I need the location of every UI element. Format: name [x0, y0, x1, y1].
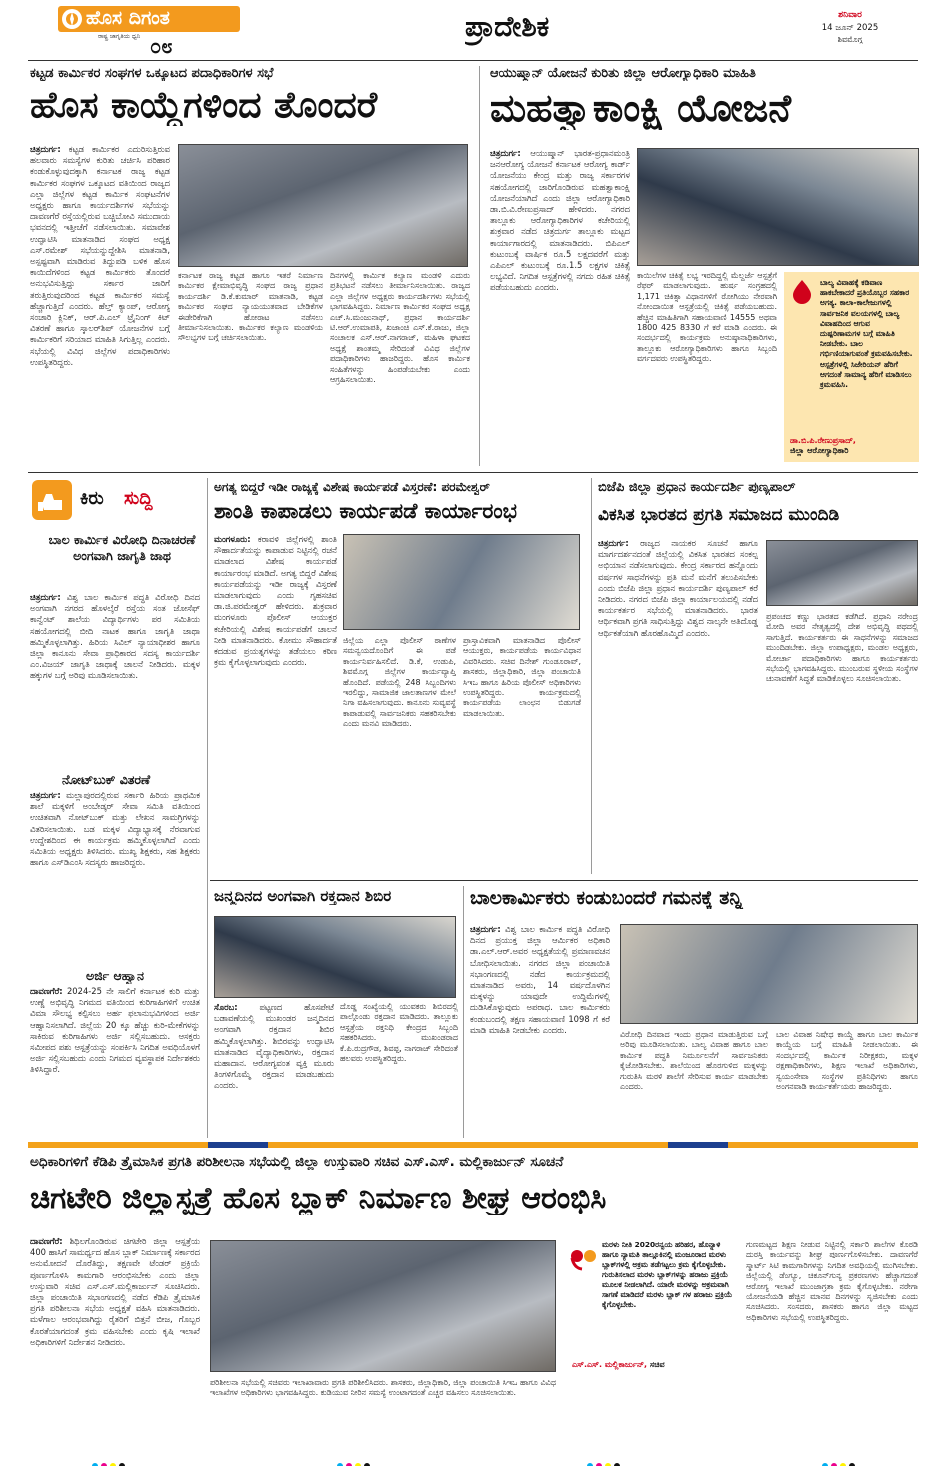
color-divider	[28, 1142, 918, 1148]
city: ಶಿವಮೊಗ್ಗ	[837, 35, 863, 44]
kirusuddi-item3-head: ಅರ್ಜಿ ಆಹ್ವಾನ	[86, 968, 144, 983]
story2-quote: ಬಾಲ್ಯ ವಿವಾಹಕ್ಕೆ ಕಡಿವಾಣ ಹಾಕಬೇಕಾದರೆ ಪ್ರತಿಯೊಬ್ಬರ ಸಹಕಾರ ಅಗತ್ಯ. ಕಾಲಾ-ಕಾಲೇಜುಗಳಲ್ಲಿ ಸಾರ್ವಜನಿಕ ವಲಯಗಳಲ್ಲಿ ಬಾಲ್ಯ ವಿವಾಹದಿಂದ ಆಗುವ ದುಷ್ಪರಿಣಾಮಗಳ ಬಗ್ಗೆ ಮಾಹಿತಿ ನೀಡಬೇಕು. ಬಾಲ ಗರ್ಭಿಣಿಯಾಗುವಂತೆ ಕ್ರಮವಹಿಸಬೇಕು. ಆಸ್ಪತ್ರೆಗಳಲ್ಲಿ ಸಿಜೇರಿಯನ್ ಹೆರಿಗೆ ಆಗದಂತೆ ಸಾಮಾನ್ಯ ಹೆರಿಗೆ ಮಾಡಿಸಲು ಕ್ರಮವಹಿಸಿ.	[820, 278, 913, 390]
story6-col2: ವಿರೋಧಿ ದಿನವಾದ ಇಂದು ಪ್ರಧಾನ ಮಾಡುತ್ತಿರುವ ಬಗ್ಗೆ ಅರಿವು ಮೂಡಿಸಲಾಯಿತು. ಬಾಲ್ಯ ವಿವಾಹ ಹಾಗೂ ಬಾಲ ಕಾರ್ಮಿಕ ಪದ್ಧತಿ ನಿರ್ಮೂಲನೆಗೆ ಸಾರ್ವಜನಿಕರು ಕೈಜೋಡಿಸಬೇಕು. ಶಾಲೆಯಿಂದ ಹೊರಗುಳಿದ ಮಕ್ಕಳನ್ನು ಗುರುತಿಸಿ ಮರಳಿ ಶಾಲೆಗೆ ಸೇರಿಸುವ ಕಾರ್ಯ ಮಾಡಬೇಕು ಎಂದರು.	[620, 1030, 768, 1092]
story7-caption: ಪರಿಶೀಲನಾ ಸಭೆಯಲ್ಲಿ ಸಚಿವರು ಇಲಾಖಾವಾರು ಪ್ರಗತಿ ಪರಿಶೀಲಿಸಿದರು. ಶಾಸಕರು, ಜಿಲ್ಲಾಧಿಕಾರಿ, ಜಿಲ್ಲಾ ಪಂಚಾಯಿತಿ ಸಿಇಒ ಹಾಗೂ ವಿವಿಧ ಇಲಾಖೆಗಳ ಅಧಿಕಾರಿಗಳು ಭಾಗವಹಿಸಿದ್ದರು. ಕುಡಿಯುವ ನೀರಿನ ಸಮಸ್ಯೆ ಉಂಟಾಗದಂತೆ ಎಚ್ಚರ ವಹಿಸಲು ಸೂಚಿಸಲಾಯಿತು.	[210, 1378, 556, 1398]
story6-photo	[620, 924, 918, 1024]
logo-icon	[62, 9, 82, 29]
quote-icon	[789, 278, 815, 304]
story2-quote-role: ಜಿಲ್ಲಾ ಆರೋಗ್ಯಾಧಿಕಾರಿ	[790, 446, 849, 455]
story2-dateline: ಚಿತ್ರದುರ್ಗ:	[490, 148, 521, 158]
story7-body: ದಾವಣಗೆರೆ: ಶಿಥಿಲಗೊಂಡಿರುವ ಚಿಗಟೇರಿ ಜಿಲ್ಲಾ ಆಸ್ಪತ್ರೆಯ 400 ಹಾಸಿಗೆ ಸಾಮರ್ಥ್ಯದ ಹೊಸ ಬ್ಲಾಕ್ ನಿರ್ಮಾಣಕ್ಕೆ ಸರ್ಕಾರದ ಅನುಮೋದನೆ ದೊರೆತಿದ್ದು, ತಕ್ಷಣವೇ ಟೆಂಡರ್ ಪ್ರಕ್ರಿಯೆ ಪೂರ್ಣಗೊಳಿಸಿ ಕಾಮಗಾರಿ ಆರಂಭಿಸಬೇಕು ಎಂದು ಜಿಲ್ಲಾ ಉಸ್ತುವಾರಿ ಸಚಿವ ಎಸ್.ಎಸ್.ಮಲ್ಲಿಕಾರ್ಜುನ್ ಸೂಚಿಸಿದರು. ಜಿಲ್ಲಾ ಪಂಚಾಯಿತಿ ಸಭಾಂಗಣದಲ್ಲಿ ನಡೆದ ಕೆಡಿಪಿ ತ್ರೈಮಾಸಿಕ ಪ್ರಗತಿ ಪರಿಶೀಲನಾ ಸಭೆಯ ಅಧ್ಯಕ್ಷತೆ ವಹಿಸಿ ಮಾತನಾಡಿದರು. ಮಳೆಗಾಲ ಆರಂಭವಾಗಿದ್ದು ರೈತರಿಗೆ ಬಿತ್ತನೆ ಬೀಜ, ಗೊಬ್ಬರ ಕೊರತೆಯಾಗದಂತೆ ಕ್ರಮ ವಹಿಸಬೇಕು ಎಂದು ಕೃಷಿ ಇಲಾಖೆ ಅಧಿಕಾರಿಗಳಿಗೆ ನಿರ್ದೇಶನ ನೀಡಿದರು.	[30, 1236, 200, 1347]
story3-col2: ಜಿಲ್ಲೆಯ ಎಲ್ಲಾ ಪೊಲೀಸ್ ಠಾಣೆಗಳ ಸಮನ್ವಯದೊಂದಿಗೆ ಈ ಪಡೆ ಕಾರ್ಯನಿರ್ವಹಿಸಲಿದೆ. ಡಿ.ಕೆ, ಉಡುಪಿ, ಶಿವಮೊಗ್ಗ ಜಿಲ್ಲೆಗಳ ಕಾರ್ಯವ್ಯಾಪ್ತಿ ಹೊಂದಿದೆ. ಪಡೆಯಲ್ಲಿ 248 ಸಿಬ್ಬಂದಿಗಳು ಇರಲಿದ್ದು, ಸಾಮಾಜಿಕ ಜಾಲತಾಣಗಳ ಮೇಲೆ ನಿಗಾ ವಹಿಸಲಾಗುವುದು. ಕಾನೂನು ಸುವ್ಯವಸ್ಥೆ ಕಾಪಾಡುವಲ್ಲಿ ಸಾರ್ವಜನಿಕರು ಸಹಕರಿಸಬೇಕು ಎಂದು ಮನವಿ ಮಾಡಿದರು.	[343, 636, 456, 729]
story2-quote-box	[784, 272, 919, 462]
story5-headline: ಜನ್ಮದಿನದ ಅಂಗವಾಗಿ ರಕ್ತದಾನ ಶಿಬಿರ	[214, 888, 392, 905]
story1-col-right: ದಿನಗಳಲ್ಲಿ ಕಾರ್ಮಿಕ ಕಲ್ಯಾಣ ಮಂಡಳಿ ಎದುರು ಪ್ರತಿಭಟನೆ ನಡೆಸಲು ತೀರ್ಮಾನಿಸಲಾಯಿತು. ರಾಜ್ಯದ ಎಲ್ಲಾ ಜಿಲ್ಲೆಗಳ ಅಧ್ಯಕ್ಷರು ಕಾರ್ಯದರ್ಶಿಗಳು ಸಭೆಯಲ್ಲಿ ಭಾಗವಹಿಸಿದ್ದರು. ನಿರ್ಮಾಣ ಕಾರ್ಮಿಕರ ಸಂಘದ ಅಧ್ಯಕ್ಷ ಎಚ್.ಸಿ.ಮಂಜುನಾಥ್, ಪ್ರಧಾನ ಕಾರ್ಯದರ್ಶಿ ಟಿ.ಆರ್.ಉಮಾಪತಿ, ಖಜಾಂಚಿ ಎಸ್.ಕೆ.ರಾಜು, ಜಿಲ್ಲಾ ಸಂಚಾಲಕ ಎಸ್.ಆರ್.ನಾಗರಾಜ್, ಮಹಿಳಾ ಘಟಕದ ಅಧ್ಯಕ್ಷೆ ಶಾಂತಮ್ಮ ಸೇರಿದಂತೆ ವಿವಿಧ ಜಿಲ್ಲೆಗಳ ಪದಾಧಿಕಾರಿಗಳು ಹಾಜರಿದ್ದರು. ಹೊಸ ಕಾರ್ಮಿಕ ಸಂಹಿತೆಗಳನ್ನು ಹಿಂಪಡೆಯಬೇಕು ಎಂದು ಆಗ್ರಹಿಸಲಾಯಿತು.	[330, 271, 470, 385]
story4-kicker: ಬಿಜೆಪಿ ಜಿಲ್ಲಾ ಪ್ರಧಾನ ಕಾರ್ಯದರ್ಶಿ ಪುಣ್ಯಪಾಲ್	[598, 480, 796, 495]
story1-caption: ಕರ್ನಾಟಕ ರಾಜ್ಯ ಕಟ್ಟಡ ಹಾಗೂ ಇತರೆ ನಿರ್ಮಾಣ ಕಾರ್ಮಿಕರ ಕ್ಷೇಮಾಭಿವೃದ್ಧಿ ಸಂಘದ ರಾಜ್ಯ ಪ್ರಧಾನ ಕಾರ್ಯದರ್ಶಿ ಡಿ.ಕೆ.ಕುಮಾರ್ ಮಾತನಾಡಿ, ಕಟ್ಟಡ ಕಾರ್ಮಿಕರ ಸಂಘದ ನ್ಯಾಯಯುತವಾದ ಬೇಡಿಕೆಗಳ ಈಡೇರಿಕೆಗಾಗಿ ಹೋರಾಟ ನಡೆಸಲು ತೀರ್ಮಾನಿಸಲಾಯಿತು. ಕಾರ್ಮಿಕರ ಕಲ್ಯಾಣ ಮಂಡಳಿಯ ಸೌಲಭ್ಯಗಳ ಬಗ್ಗೆ ಚರ್ಚಿಸಲಾಯಿತು.	[178, 271, 323, 343]
story2-col1: ಆಯುಷ್ಮಾನ್ ಭಾರತ-ಪ್ರಧಾನಮಂತ್ರಿ ಜನಆರೋಗ್ಯ ಯೋಜನೆ ಕರ್ನಾಟಕ ಆರೋಗ್ಯ ಕಾರ್ಡ್ ಯೋಜನೆಯು ಕೇಂದ್ರ ಮತ್ತು ರಾಜ್ಯ ಸರ್ಕಾರಗಳ ಸಹಯೋಗದಲ್ಲಿ ಜಾರಿಗೊಂಡಿರುವ ಮಹತ್ವಾಕಾಂಕ್ಷಿ ಯೋಜನೆಯಾಗಿದೆ ಎಂದು ಜಿಲ್ಲಾ ಆರೋಗ್ಯಾಧಿಕಾರಿ ಡಾ.ಬಿ.ವಿ.ರೇಣುಪ್ರಸಾದ್ ಹೇಳಿದರು. ನಗರದ ತಾಲ್ಲೂಕು ಆರೋಗ್ಯಾಧಿಕಾರಿಗಳ ಕಚೇರಿಯಲ್ಲಿ ಶುಕ್ರವಾರ ನಡೆದ ಚಿತ್ರದುರ್ಗ ತಾಲ್ಲೂಕು ಮಟ್ಟದ ಕಾರ್ಯಾಗಾರದಲ್ಲಿ ಮಾತನಾಡಿದರು. ಬಿಪಿಎಲ್ ಕುಟುಂಬಕ್ಕೆ ವಾರ್ಷಿಕ ರೂ.5 ಲಕ್ಷದವರೆಗೆ ಮತ್ತು ಎಪಿಎಲ್ ಕುಟುಂಬಕ್ಕೆ ರೂ.1.5 ಲಕ್ಷಗಳ ಚಿಕಿತ್ಸೆ ಲಭ್ಯವಿದೆ. ನಿಗದಿತ ಆಸ್ಪತ್ರೆಗಳಲ್ಲಿ ನಗದು ರಹಿತ ಚಿಕಿತ್ಸೆ ಪಡೆಯಬಹುದು ಎಂದರು.	[490, 148, 630, 293]
masthead-rule	[28, 60, 918, 61]
story3-body: ಮಂಗಳೂರು: ಕರಾವಳಿ ಜಿಲ್ಲೆಗಳಲ್ಲಿ ಶಾಂತಿ ಸೌಹಾರ್ದತೆಯನ್ನು ಕಾಪಾಡುವ ನಿಟ್ಟಿನಲ್ಲಿ ರಚನೆ ಮಾಡಲಾದ ವಿಶೇಷ ಕಾರ್ಯಪಡೆ ಕಾರ್ಯಾರಂಭ ಮಾಡಿದೆ. ಅಗತ್ಯ ಬಿದ್ದರೆ ವಿಶೇಷ ಕಾರ್ಯಪಡೆಯನ್ನು ಇಡೀ ರಾಜ್ಯಕ್ಕೆ ವಿಸ್ತರಣೆ ಮಾಡಲಾಗುವುದು ಎಂದು ಗೃಹಸಚಿವ ಡಾ.ಜಿ.ಪರಮೇಶ್ವರ್ ಹೇಳಿದರು. ಶುಕ್ರವಾರ ಮಂಗಳೂರು ಪೊಲೀಸ್ ಆಯುಕ್ತರ ಕಚೇರಿಯಲ್ಲಿ ವಿಶೇಷ ಕಾರ್ಯಪಡೆಗೆ ಚಾಲನೆ ನೀಡಿ ಮಾತನಾಡಿದರು. ಕೋಮು ಸೌಹಾರ್ದತೆ ಕದಡುವ ಪ್ರಯತ್ನಗಳನ್ನು ತಡೆಯಲು ಕಠಿಣ ಕ್ರಮ ಕೈಗೊಳ್ಳಲಾಗುವುದು ಎಂದರು.	[214, 534, 337, 668]
story3-headline: ಶಾಂತಿ ಕಾಪಾಡಲು ಕಾರ್ಯಪಡೆ ಕಾರ್ಯಾರಂಭ	[214, 500, 517, 523]
story4-headline: ವಿಕಸಿತ ಭಾರತದ ಪ್ರಗತಿ ಸಮಾಜದ ಮುಂದಿಡಿ	[598, 506, 840, 525]
kirusuddi-item1: ಚಿತ್ರದುರ್ಗ: ವಿಶ್ವ ಬಾಲ ಕಾರ್ಮಿಕ ಪದ್ಧತಿ ವಿರೋಧಿ ದಿನದ ಅಂಗವಾಗಿ ನಗರದ ಹೊಳಲ್ಕೆರೆ ರಸ್ತೆಯ ಸಂತ ಜೋಸೆಫ್ ಕಾನ್ವೆಂಟ್ ಶಾಲೆಯ ವಿದ್ಯಾರ್ಥಿಗಳು ಪರ ಸಮಿತಿಯ ಸಹಯೋಗದಲ್ಲಿ ಬೀದಿ ನಾಟಕ ಹಾಗೂ ಜಾಗೃತಿ ಜಾಥಾ ಹಮ್ಮಿಕೊಳ್ಳಲಾಗಿತ್ತು. ಹಿರಿಯ ಸಿವಿಲ್ ನ್ಯಾಯಾಧೀಶರ ಹಾಗೂ ಜಿಲ್ಲಾ ಕಾನೂನು ಸೇವಾ ಪ್ರಾಧಿಕಾರದ ಸದಸ್ಯ ಕಾರ್ಯದರ್ಶಿ ಎಂ.ವಿಜಯ್ ಜಾಗೃತಿ ಜಾಥಾಕ್ಕೆ ಚಾಲನೆ ನೀಡಿದರು. ಮಕ್ಕಳ ಹಕ್ಕುಗಳ ಬಗ್ಗೆ ಅರಿವು ಮೂಡಿಸಲಾಯಿತು.	[30, 592, 200, 681]
story7-col-right: ಗುಣಮಟ್ಟದ ಶಿಕ್ಷಣ ನೀಡುವ ನಿಟ್ಟಿನಲ್ಲಿ ಸರ್ಕಾರಿ ಶಾಲೆಗಳ ಕೊಠಡಿ ದುರಸ್ತಿ ಕಾರ್ಯವನ್ನು ಶೀಘ್ರ ಪೂರ್ಣಗೊಳಿಸಬೇಕು. ದಾವಣಗೆರೆ ಸ್ಮಾರ್ಟ್ ಸಿಟಿ ಕಾಮಗಾರಿಗಳನ್ನು ನಿಗದಿತ ಅವಧಿಯಲ್ಲಿ ಮುಗಿಸಬೇಕು. ಜಿಲ್ಲೆಯಲ್ಲಿ ಡೆಂಗ್ಯೂ, ಚಿಕೂನ್‌ಗುನ್ಯ ಪ್ರಕರಣಗಳು ಹೆಚ್ಚಾಗದಂತೆ ಆರೋಗ್ಯ ಇಲಾಖೆ ಮುಂಜಾಗ್ರತಾ ಕ್ರಮ ಕೈಗೊಳ್ಳಬೇಕು. ನರೇಗಾ ಯೋಜನೆಯಡಿ ಹೆಚ್ಚಿನ ಮಾನವ ದಿನಗಳನ್ನು ಸೃಜಿಸಬೇಕು ಎಂದು ಸೂಚಿಸಿದರು. ಸಂಸದರು, ಶಾಸಕರು ಹಾಗೂ ಜಿಲ್ಲಾ ಮಟ್ಟದ ಅಧಿಕಾರಿಗಳು ಸಭೆಯಲ್ಲಿ ಉಪಸ್ಥಿತರಿದ್ದರು.	[746, 1240, 918, 1322]
story7-headline: ಚಿಗಟೇರಿ ಜಿಲ್ಲಾಸ್ಪತ್ರೆ ಹೊಸ ಬ್ಲಾಕ್ ನಿರ್ಮಾಣ ಶೀಘ್ರ ಆರಂಭಿಸಿ	[30, 1182, 607, 1215]
story7-quote-author: ಎಸ್.ಎಸ್. ಮಲ್ಲಿಕಾರ್ಜುನ್,	[572, 1360, 648, 1369]
story2-quote-author: ಡಾ.ಬಿ.ಪಿ.ರೇಣುಪ್ರಸಾದ್,	[790, 436, 856, 445]
kirusuddi-item2: ಚಿತ್ರದುರ್ಗ: ಮಲ್ಲಾಪುರದಲ್ಲಿರುವ ಸರ್ಕಾರಿ ಹಿರಿಯ ಪ್ರಾಥಮಿಕ ಶಾಲೆ ಮಕ್ಕಳಿಗೆ ಅಂಬೇಡ್ಕರ್ ಸೇವಾ ಸಮಿತಿ ವತಿಯಿಂದ ಉಚಿತವಾಗಿ ನೋಟ್‌ಬುಕ್ ಮತ್ತು ಲೇಖನ ಸಾಮಗ್ರಿಗಳನ್ನು ವಿತರಿಸಲಾಯಿತು. ಬಡ ಮಕ್ಕಳ ವಿದ್ಯಾಭ್ಯಾಸಕ್ಕೆ ನೆರವಾಗುವ ಉದ್ದೇಶದಿಂದ ಈ ಕಾರ್ಯಕ್ರಮ ಹಮ್ಮಿಕೊಳ್ಳಲಾಗಿದೆ ಎಂದು ಸಮಿತಿಯ ಅಧ್ಯಕ್ಷರು ತಿಳಿಸಿದರು. ಮುಖ್ಯ ಶಿಕ್ಷಕರು, ಸಹ ಶಿಕ್ಷಕರು ಹಾಗೂ ಎಸ್‌ಡಿಎಂಸಿ ಸದಸ್ಯರು ಹಾಜರಿದ್ದರು.	[30, 790, 200, 868]
print-registration-marks	[90, 1456, 860, 1466]
section-rule-1	[28, 472, 918, 473]
kirusuddi-icon	[32, 480, 72, 520]
story1-headline: ಹೊಸ ಕಾಯ್ದೆಗಳಿಂದ ತೊಂದರೆ	[30, 86, 378, 126]
story5-col2: ದೊಡ್ಡ ಸಂಖ್ಯೆಯಲ್ಲಿ ಯುವಕರು ಶಿಬಿರದಲ್ಲಿ ಪಾಲ್ಗೊಂಡು ರಕ್ತದಾನ ಮಾಡಿದರು. ತಾಲ್ಲೂಕು ಆಸ್ಪತ್ರೆಯ ರಕ್ತನಿಧಿ ಕೇಂದ್ರದ ಸಿಬ್ಬಂದಿ ಸಹಕರಿಸಿದರು. ಮುಖಂಡರಾದ ಕೆ.ಪಿ.ರುದ್ರಗೌಡ, ಶಿವಪ್ಪ, ನಾಗರಾಜ್ ಸೇರಿದಂತೆ ಹಲವರು ಉಪಸ್ಥಿತರಿದ್ದರು.	[340, 1002, 458, 1064]
story3-photo	[343, 534, 580, 630]
story7-quote: ಮರಳು ನೀತಿ 2020ರನ್ವಯ ಹರಿಹರ, ಹೊನ್ನಾಳಿ ಹಾಗೂ ನ್ಯಾಮತಿ ತಾಲ್ಲೂಕಿನಲ್ಲಿ ಮಂಜೂರಾದ ಮರಳು ಬ್ಲಾಕ್‌ಗಳಲ್ಲಿ ಅಕ್ರಮ ತಡೆಗಟ್ಟಲು ಕ್ರಮ ಕೈಗೊಳ್ಳಬೇಕು. ಗುರುತಿಸಲಾದ ಮರಳು ಬ್ಲಾಕ್‌ಗಳನ್ನು ಹರಾಜು ಪ್ರಕ್ರಿಯೆ ಮೂಲಕ ನೀಡಲಾಗಿದೆ. ಯಾರೇ ಮರಳನ್ನು ಅಕ್ರಮವಾಗಿ ಸಾಗಣೆ ಮಾಡಿದರೆ ಮರಳು ಬ್ಲಾಕ್ ಗಳ ಹರಾಜು ಪ್ರಕ್ರಿಯೆ ಕೈಗೊಳ್ಳಬೇಕು.	[602, 1240, 733, 1309]
column-divider	[463, 886, 464, 1138]
column-divider	[479, 66, 480, 466]
story7-photo	[210, 1240, 556, 1372]
story4-col2: ಪ್ರಪಂಚದ ಕಣ್ಣು ಭಾರತದ ಕಡೆಗಿದೆ. ಪ್ರಧಾನಿ ನರೇಂದ್ರ ಮೋದಿ ಅವರ ನೇತೃತ್ವದಲ್ಲಿ ದೇಶ ಅಭಿವೃದ್ಧಿ ಪಥದಲ್ಲಿ ಸಾಗುತ್ತಿದೆ. ಕಾರ್ಯಕರ್ತರು ಈ ಸಾಧನೆಗಳನ್ನು ಸಮಾಜದ ಮುಂದಿಡಬೇಕು. ಜಿಲ್ಲಾ ಉಪಾಧ್ಯಕ್ಷರು, ಮಂಡಲ ಅಧ್ಯಕ್ಷರು, ಮೋರ್ಚಾ ಪದಾಧಿಕಾರಿಗಳು ಹಾಗೂ ಕಾರ್ಯಕರ್ತರು ಸಭೆಯಲ್ಲಿ ಭಾಗವಹಿಸಿದ್ದರು. ಮುಂಬರುವ ಸ್ಥಳೀಯ ಸಂಸ್ಥೆಗಳ ಚುನಾವಣೆಗೆ ಸಿದ್ಧತೆ ಮಾಡಿಕೊಳ್ಳಲು ಸೂಚಿಸಲಾಯಿತು.	[766, 612, 918, 684]
tagline: ರಾಷ್ಟ್ರ ಜಾಗೃತಿಯ ಧ್ವನಿ	[98, 33, 141, 40]
story1-col1: ಕಟ್ಟಡ ಕಾರ್ಮಿಕರ ಎದುರಿಸುತ್ತಿರುವ ಹಲವಾರು ಸಮಸ್ಯೆಗಳ ಕುರಿತು ಚರ್ಚಿಸಿ ಪರಿಹಾರ ಕಂಡುಕೊಳ್ಳುವುದಕ್ಕಾಗಿ ಕರ್ನಾಟಕ ರಾಜ್ಯ ಕಟ್ಟಡ ಕಾರ್ಮಿಕರ ಸಂಘಗಳ ಒಕ್ಕೂಟದ ವತಿಯಿಂದ ರಾಜ್ಯದ ಎಲ್ಲಾ ಜಿಲ್ಲೆಗಳ ಕಟ್ಟಡ ಕಾರ್ಮಿಕ ಸಂಘಟನೆಗಳ ಅಧ್ಯಕ್ಷರು ಹಾಗೂ ಕಾರ್ಯದರ್ಶಿಗಳ ಸಭೆಯನ್ನು ದಾವಣಗೆರೆ ರಸ್ತೆಯಲ್ಲಿರುವ ಬಚ್ಚಿಬೋವಿ ಸಮುದಾಯ ಭವನದಲ್ಲಿ ಇತ್ತೀಚೆಗೆ ನಡೆಸಲಾಯಿತು. ಸಮಾವೇಶ ಉದ್ಘಾಟಿಸಿ ಮಾತನಾಡಿದ ಸಂಘದ ಅಧ್ಯಕ್ಷ ಎಸ್.ರಮೇಶ್ ಸಭೆಯನ್ನುದ್ದೇಶಿಸಿ ಮಾತನಾಡಿ, ಅಸ್ಪಷ್ಟವಾಗಿ ಮಾಡಿರುವ ತಿದ್ದುಪಡಿ ಬಳಿಕ ಹೊಸ ಕಾಯಿದೆಗಳಿಂದ ಕಟ್ಟಡ ಕಾರ್ಮಿಕರು ತೊಂದರೆ ಅನುಭವಿಸುತ್ತಿದ್ದು ಸರ್ಕಾರ ಜಾರಿಗೆ ತರುತ್ತಿರುವುದರಿಂದ ಕಟ್ಟಡ ಕಾರ್ಮಿಕರ ಸಮಸ್ಯೆ ಹೆಚ್ಚಾಗುತ್ತಿದೆ ಎಂದರು. ಹೆಲ್ತ್ ಕ್ಯಾಂಪ್, ಆರೋಗ್ಯ ಸಂಚಾರಿ ಕ್ಲಿನಿಕ್, ಆರ್.ಪಿ.ಎಲ್ ಟ್ರೈನಿಂಗ್ ಕಿಟ್ ವಿತರಣೆ ಹಾಗೂ ಸ್ಕಾಲರ್‌ಶಿಪ್ ಯೋಜನೆಗಳ ಬಗ್ಗೆ ಕಾರ್ಮಿಕರಿಗೆ ಸರಿಯಾದ ಮಾಹಿತಿ ಸಿಗುತ್ತಿಲ್ಲ ಎಂದರು. ಸಭೆಯಲ್ಲಿ ವಿವಿಧ ಜಿಲ್ಲೆಗಳ ಪದಾಧಿಕಾರಿಗಳು ಉಪಸ್ಥಿತರಿದ್ದರು.	[30, 144, 170, 367]
kirusuddi-item3: ದಾವಣಗೆರೆ: 2024-25 ನೇ ಸಾಲಿಗೆ ಕರ್ನಾಟಕ ಕುರಿ ಮತ್ತು ಉಣ್ಣೆ ಅಭಿವೃದ್ಧಿ ನಿಗಮದ ವತಿಯಿಂದ ಕುರಿಗಾಹಿಗಳಿಗೆ ಉಚಿತ ವಿಮಾ ಸೌಲಭ್ಯ ಕಲ್ಪಿಸಲು ಅರ್ಹ ಫಲಾನುಭವಿಗಳಿಂದ ಅರ್ಜಿ ಆಹ್ವಾನಿಸಲಾಗಿದೆ. ಜಿಲ್ಲೆಯ 20 ಕ್ಕೂ ಹೆಚ್ಚು ಕುರಿ-ಮೇಕೆಗಳನ್ನು ಸಾಕಿರುವ ಕುರಿಗಾಹಿಗಳು ಅರ್ಜಿ ಸಲ್ಲಿಸಬಹುದು. ಆಸಕ್ತರು ಸಮೀಪದ ಪಶು ಆಸ್ಪತ್ರೆಯನ್ನು ಸಂಪರ್ಕಿಸಿ ನಿಗದಿತ ಅವಧಿಯೊಳಗೆ ಅರ್ಜಿ ಸಲ್ಲಿಸಬಹುದು ಎಂದು ನಿಗಮದ ವ್ಯವಸ್ಥಾಪಕ ನಿರ್ದೇಶಕರು ತಿಳಿಸಿದ್ದಾರೆ.	[30, 986, 200, 1075]
story2-kicker: ಆಯುಷ್ಮಾನ್ ಯೋಜನೆ ಕುರಿತು ಜಿಲ್ಲಾ ಆರೋಗ್ಯಾಧಿಕಾರಿ ಮಾಹಿತಿ	[490, 66, 756, 81]
section-rule-2	[210, 880, 918, 881]
story1-body	[30, 144, 170, 462]
section-title: ಪ್ರಾದೇಶಿಕ	[465, 10, 550, 43]
story6-headline: ಬಾಲಕಾರ್ಮಿಕರು ಕಂಡುಬಂದರೆ ಗಮನಕ್ಕೆ ತನ್ನಿ	[470, 888, 743, 909]
story4-photo	[766, 540, 918, 606]
story5-body: ಸೊರಬ: ಪಟ್ಟಣದ ಹೊಸಪೇಟೆ ಬಡಾವಣೆಯಲ್ಲಿ ಮುಖಂಡರ ಜನ್ಮದಿನದ ಅಂಗವಾಗಿ ರಕ್ತದಾನ ಶಿಬಿರ ಹಮ್ಮಿಕೊಳ್ಳಲಾಗಿತ್ತು. ಶಿಬಿರವನ್ನು ಉದ್ಘಾಟಿಸಿ ಮಾತನಾಡಿದ ವೈದ್ಯಾಧಿಕಾರಿಗಳು, ರಕ್ತದಾನ ಮಹಾದಾನ. ಆರೋಗ್ಯವಂತ ವ್ಯಕ್ತಿ ಮೂರು ತಿಂಗಳಿಗೊಮ್ಮೆ ರಕ್ತದಾನ ಮಾಡಬಹುದು ಎಂದರು.	[214, 1002, 334, 1091]
story7-kicker: ಅಧಿಕಾರಿಗಳಿಗೆ ಕೆಡಿಪಿ ತ್ರೈಮಾಸಿಕ ಪ್ರಗತಿ ಪರಿಶೀಲನಾ ಸಭೆಯಲ್ಲಿ ಜಿಲ್ಲಾ ಉಸ್ತುವಾರಿ ಸಚಿವ ಎಸ್.ಎಸ್. ಮಲ್ಲಿಕಾರ್ಜುನ್ ಸೂಚನೆ	[30, 1154, 564, 1170]
story2-body	[490, 148, 630, 463]
story3-col3: ಪ್ರಾಸ್ತಾವಿಕವಾಗಿ ಮಾತನಾಡಿದ ಪೊಲೀಸ್ ಆಯುಕ್ತರು, ಕಾರ್ಯಪಡೆಯ ಕಾರ್ಯವಿಧಾನ ವಿವರಿಸಿದರು. ಸಚಿವ ದಿನೇಶ್ ಗುಂಡೂರಾವ್, ಶಾಸಕರು, ಜಿಲ್ಲಾಧಿಕಾರಿ, ಜಿಲ್ಲಾ ಪಂಚಾಯಿತಿ ಸಿಇಒ ಹಾಗೂ ಹಿರಿಯ ಪೊಲೀಸ್ ಅಧಿಕಾರಿಗಳು ಉಪಸ್ಥಿತರಿದ್ದರು. ಕಾರ್ಯಕ್ರಮದಲ್ಲಿ ಕಾರ್ಯಪಡೆಯ ಲಾಂಛನ ಬಿಡುಗಡೆ ಮಾಡಲಾಯಿತು.	[463, 636, 581, 718]
kirusuddi-item1-head: ಬಾಲ ಕಾರ್ಮಿಕ ವಿರೋಧಿ ದಿನಾಚರಣೆ ಅಂಗವಾಗಿ ಜಾಗೃತಿ ಜಾಥ	[48, 532, 196, 563]
story1-kicker: ಕಟ್ಟಡ ಕಾರ್ಮಿಕರ ಸಂಘಗಳ ಒಕ್ಕೂಟದ ಪದಾಧಿಕಾರಿಗಳ ಸಭೆ	[30, 66, 274, 81]
story1-dateline: ಚಿತ್ರದುರ್ಗ:	[30, 144, 61, 154]
story2-col2: ಕಾಯಿಲೆಗಳ ಚಿಕಿತ್ಸೆ ಲಭ್ಯ ಇರದಿದ್ದಲ್ಲಿ ಮೆಲ್ದರ್ಜೆ ಆಸ್ಪತ್ರೆಗೆ ರೆಫರ್ ಮಾಡಲಾಗುವುದು. ಹುರ್ಷ ಸಂಗ್ರಹದಲ್ಲಿ 1,171 ಚಿಕಿತ್ಸಾ ವಿಧಾನಗಳಿಗೆ ರೋಗಿಯು ನೇರವಾಗಿ ನೋಂದಾಯಿತ ಆಸ್ಪತ್ರೆಯಲ್ಲಿ ಚಿಕಿತ್ಸೆ ಪಡೆಯಬಹುದು. ಹೆಚ್ಚಿನ ಮಾಹಿತಿಗಾಗಿ ಸಹಾಯವಾಣಿ 14555 ಅಥವಾ 1800 425 8330 ಗೆ ಕರೆ ಮಾಡಿ ಎಂದರು. ಈ ಸಂದರ್ಭದಲ್ಲಿ ಕಾರ್ಯಕ್ರಮ ಅನುಷ್ಠಾನಾಧಿಕಾರಿಗಳು, ತಾಲ್ಲೂಕು ಆರೋಗ್ಯಾಧಿಕಾರಿಗಳು ಹಾಗೂ ಸಿಬ್ಬಂದಿ ವರ್ಗದವರು ಉಪಸ್ಥಿತರಿದ್ದರು.	[637, 271, 777, 364]
masthead	[58, 6, 248, 56]
day: ಶನಿವಾರ	[838, 10, 862, 20]
story7-quote-role: ಸಚಿವ	[649, 1360, 665, 1369]
story2-photo	[637, 148, 919, 266]
story4-body: ಚಿತ್ರದುರ್ಗ: ರಾಜ್ಯದ ನಾಯಕರ ಸೂಚನೆ ಹಾಗೂ ಮಾರ್ಗದರ್ಶನದಂತೆ ಜಿಲ್ಲೆಯಲ್ಲಿ ವಿಕಸಿತ ಭಾರತದ ಸಂಕಲ್ಪ ಅಭಿಯಾನ ನಡೆಸಲಾಗುವುದು. ಕೇಂದ್ರ ಸರ್ಕಾರದ ಹನ್ನೊಂದು ವರ್ಷಗಳ ಸಾಧನೆಗಳನ್ನು ಪ್ರತಿ ಮನೆ ಮನೆಗೆ ತಲುಪಿಸಬೇಕು ಎಂದು ಬಿಜೆಪಿ ಜಿಲ್ಲಾ ಪ್ರಧಾನ ಕಾರ್ಯದರ್ಶಿ ಪುಣ್ಯಪಾಲ್ ಕರೆ ನೀಡಿದರು. ನಗರದ ಬಿಜೆಪಿ ಜಿಲ್ಲಾ ಕಾರ್ಯಾಲಯದಲ್ಲಿ ನಡೆದ ಕಾರ್ಯಕರ್ತರ ಸಭೆಯಲ್ಲಿ ಮಾತನಾಡಿದರು. ಭಾರತ ಆರ್ಥಿಕವಾಗಿ ಪ್ರಗತಿ ಸಾಧಿಸುತ್ತಿದ್ದು ವಿಶ್ವದ ನಾಲ್ಕನೇ ಅತಿದೊಡ್ಡ ಆರ್ಥಿಕತೆಯಾಗಿ ಹೊರಹೊಮ್ಮಿದೆ ಎಂದರು.	[598, 538, 758, 638]
logo-text: ಹೊಸ ದಿಗಂತ	[86, 7, 170, 29]
story7-quote-box	[566, 1240, 736, 1370]
story6-col3: ಬಾಲ ವಿವಾಹ ನಿಷೇಧ ಕಾಯ್ದೆ ಹಾಗೂ ಬಾಲ ಕಾರ್ಮಿಕ ಕಾಯ್ದೆಯ ಬಗ್ಗೆ ಮಾಹಿತಿ ನೀಡಲಾಯಿತು. ಈ ಸಂದರ್ಭದಲ್ಲಿ ಕಾರ್ಮಿಕ ನಿರೀಕ್ಷಕರು, ಮಕ್ಕಳ ರಕ್ಷಣಾಧಿಕಾರಿಗಳು, ಶಿಕ್ಷಣ ಇಲಾಖೆ ಅಧಿಕಾರಿಗಳು, ಸ್ವಯಂಸೇವಾ ಸಂಸ್ಥೆಗಳ ಪ್ರತಿನಿಧಿಗಳು ಹಾಗೂ ಅಂಗನವಾಡಿ ಕಾರ್ಯಕರ್ತೆಯರು ಹಾಜರಿದ್ದರು.	[776, 1030, 918, 1092]
quote-icon	[568, 1242, 598, 1272]
story5-photo	[214, 916, 456, 998]
kirusuddi-b: ಸುದ್ದಿ	[124, 488, 153, 509]
column-divider	[207, 478, 208, 1138]
kirusuddi-item2-head: ನೋಟ್‌ಬುಕ್ ವಿತರಣೆ	[62, 772, 151, 787]
date: 14 ಜೂನ್ 2025	[821, 23, 879, 33]
page-number: ೦೮	[150, 34, 173, 56]
dateline-box	[810, 10, 890, 54]
masthead-logo-bar	[58, 6, 240, 32]
column-divider	[591, 478, 592, 874]
story6-body: ಚಿತ್ರದುರ್ಗ: ವಿಶ್ವ ಬಾಲ ಕಾರ್ಮಿಕ ಪದ್ಧತಿ ವಿರೋಧಿ ದಿನದ ಪ್ರಯುಕ್ತ ಜಿಲ್ಲಾ ಆರ್ಮಿಕರ ಅಧಿಕಾರಿ ಡಾ.ಎಲ್.ಆರ್.ಅವರ ಅಧ್ಯಕ್ಷತೆಯಲ್ಲಿ ಪ್ರಮಾಣವಚನ ಬೋಧಿಸಲಾಯಿತು. ನಗರದ ಜಿಲ್ಲಾ ಪಂಚಾಯಿತಿ ಸಭಾಂಗಣದಲ್ಲಿ ನಡೆದ ಕಾರ್ಯಕ್ರಮದಲ್ಲಿ ಮಾತನಾಡಿದ ಅವರು, 14 ವರ್ಷದೊಳಗಿನ ಮಕ್ಕಳನ್ನು ಯಾವುದೇ ಉದ್ದಿಮೆಗಳಲ್ಲಿ ದುಡಿಸಿಕೊಳ್ಳುವುದು ಅಪರಾಧ. ಬಾಲ ಕಾರ್ಮಿಕರು ಕಂಡುಬಂದಲ್ಲಿ ತಕ್ಷಣ ಸಹಾಯವಾಣಿ 1098 ಗೆ ಕರೆ ಮಾಡಿ ಮಾಹಿತಿ ನೀಡಬೇಕು ಎಂದರು.	[470, 924, 610, 1035]
story3-kicker: ಅಗತ್ಯ ಬಿದ್ದರೆ ಇಡೀ ರಾಜ್ಯಕ್ಕೆ ವಿಶೇಷ ಕಾರ್ಯಪಡೆ ವಿಸ್ತರಣೆ: ಪರಮೇಶ್ವರ್	[214, 480, 490, 494]
kirusuddi-brand	[28, 478, 208, 528]
story2-headline: ಮಹತ್ವಾಕಾಂಕ್ಷಿ ಯೋಜನೆ	[490, 88, 791, 130]
story1-photo	[178, 144, 468, 267]
kirusuddi-a: ಕಿರು	[80, 488, 104, 509]
